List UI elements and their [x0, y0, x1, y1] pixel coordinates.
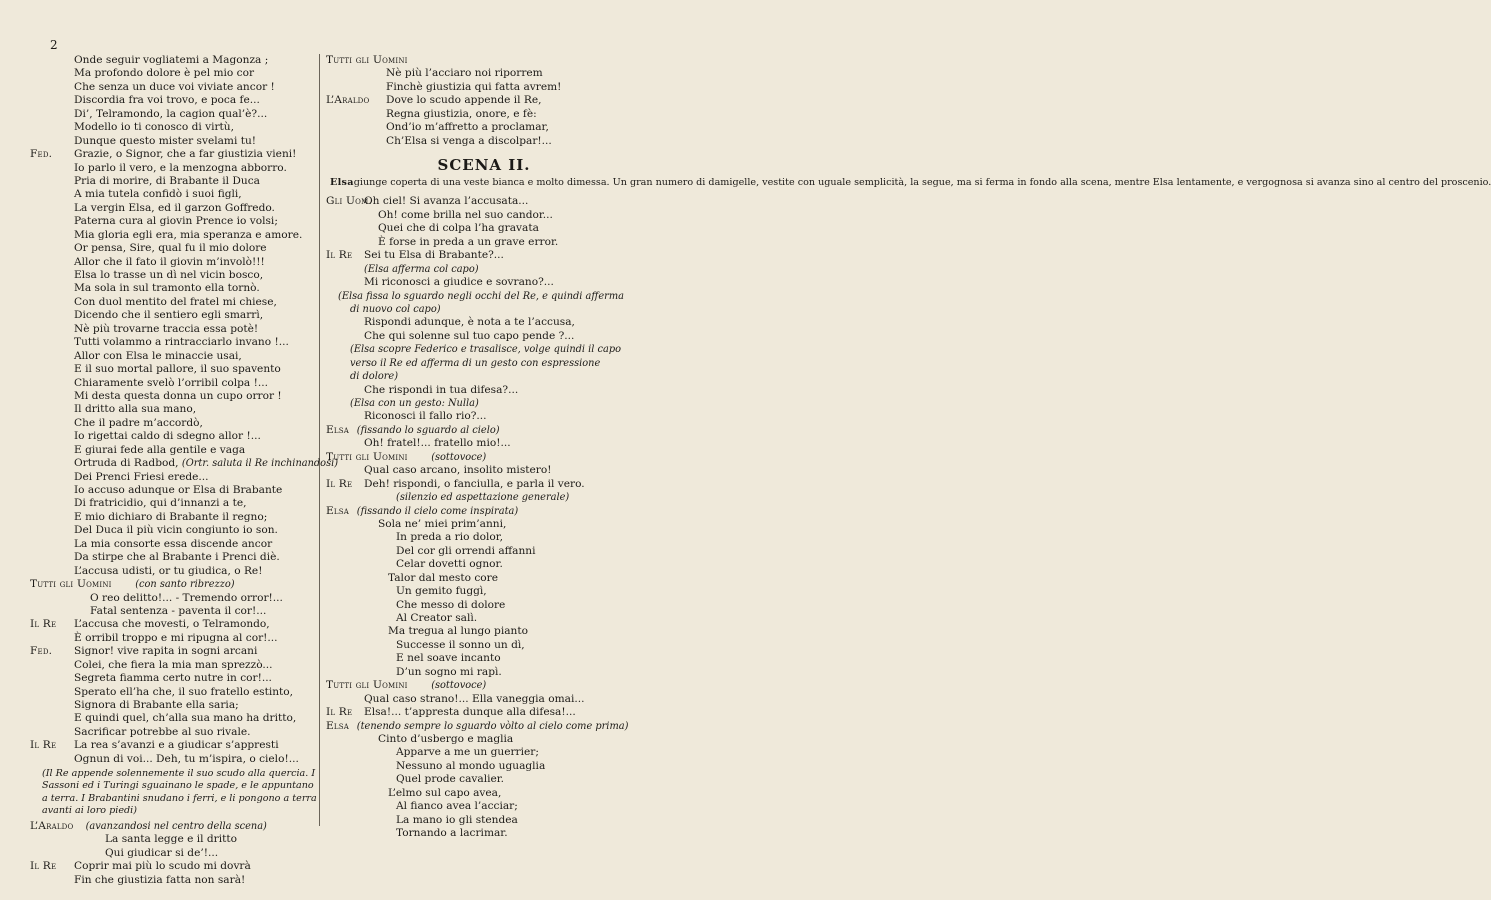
- verse-line: [326, 81, 602, 94]
- speaker-name: Tutti gli Uomini: [326, 54, 408, 66]
- verse-text: Ma profondo dolore è pel mio cor: [74, 67, 255, 80]
- verse-text: Tutti volammo a rintracciarlo invano !...: [74, 336, 289, 349]
- verse-line: [326, 491, 602, 504]
- stage-direction: (tenendo sempre lo sguardo vòlto al cielo come prima): [356, 720, 629, 732]
- verse-line: [326, 518, 602, 531]
- verse-text: Grazie, o Signor, che a far giustizia vieni!: [74, 148, 297, 161]
- stage-direction: (avanzandosi nel centro della scena): [85, 821, 267, 832]
- verse-text: Di’, Telramondo, la cagion qual’è?...: [74, 107, 268, 120]
- verse-line: [326, 800, 602, 813]
- verse-line: [30, 672, 317, 685]
- right-dialogue: [326, 195, 629, 840]
- verse-line: [30, 605, 317, 618]
- speaker-name: Il Re: [30, 739, 57, 752]
- speaker-name: Gli Uom.: [326, 195, 373, 208]
- verse-text: Paterna cura al giovin Prence io volsi;: [74, 215, 278, 228]
- verse-line: [30, 565, 317, 578]
- verse-line: [30, 739, 317, 752]
- verse-text: Un gemito fuggì,: [396, 585, 487, 598]
- verse-text: Il dritto alla sua mano,: [74, 403, 197, 416]
- verse-line: [30, 296, 317, 309]
- verse-text: Ognun di voi... Deh, tu m’ispira, o cielo!...: [74, 752, 299, 765]
- verse-line: [30, 108, 317, 121]
- verse-text: Quei che di colpa l’ha gravata: [378, 222, 539, 235]
- verse-line: [326, 236, 602, 249]
- verse-line: [326, 357, 602, 370]
- verse-line: [326, 108, 602, 121]
- verse-text: Sacrificar potrebbe al suo rivale.: [74, 725, 251, 738]
- speaker-name: Il Re: [30, 860, 57, 873]
- verse-line: [326, 733, 602, 746]
- verse-line: [30, 390, 317, 403]
- verse-text: Ma tregua al lungo pianto: [388, 625, 528, 638]
- verse-text: Signora di Brabante ella saria;: [74, 699, 239, 711]
- verse-line: [30, 256, 317, 269]
- verse-text: Tornando a lacrimar.: [396, 827, 508, 840]
- stage-direction: di dolore): [350, 371, 399, 383]
- verse-line: [30, 121, 317, 134]
- verse-text: Elsa!... t’appresta dunque alla difesa!...: [364, 706, 576, 719]
- verse-line: [326, 316, 602, 329]
- verse-line: [326, 424, 602, 437]
- verse-line: [326, 572, 602, 585]
- verse-line: [326, 437, 602, 450]
- verse-text: L’elmo sul capo avea,: [388, 786, 502, 799]
- verse-text: Elsa lo trasse un dì nel vicin bosco,: [74, 269, 264, 281]
- scene-title: SCENA II.: [437, 156, 531, 175]
- verse-line: [326, 222, 602, 235]
- scene-character-name: Elsa: [330, 177, 354, 189]
- verse-line: [30, 282, 317, 295]
- verse-text: Segreta fiamma certo nutre in cor!...: [74, 672, 272, 685]
- verse-line: [326, 67, 602, 80]
- verse-text: Qui giudicar si de’!...: [105, 846, 219, 859]
- verse-text: Al Creator salì.: [396, 612, 478, 625]
- verse-line: [30, 215, 317, 228]
- verse-line: [326, 612, 602, 625]
- verse-line: [30, 578, 317, 591]
- verse-text: Sperato ell’ha che, il suo fratello estinto,: [74, 685, 294, 698]
- verse-line: [30, 229, 317, 242]
- verse-line: [326, 746, 602, 759]
- verse-text: L’accusa che movesti, o Telramondo,: [74, 618, 270, 631]
- verse-text: Nè più l’acciaro noi riporrem: [386, 67, 543, 80]
- verse-text: Che messo di dolore: [396, 598, 506, 611]
- verse-line: [30, 430, 317, 443]
- verse-line: [326, 679, 602, 692]
- verse-text: Signor! vive rapita in sogni arcani: [74, 645, 258, 658]
- speaker-name: Tutti gli Uomini: [30, 578, 112, 591]
- left-dialogue: [30, 54, 339, 766]
- verse-line: [326, 135, 602, 148]
- verse-line: [326, 410, 602, 423]
- speaker-name: L’Araldo: [30, 820, 74, 832]
- verse-line: [30, 471, 317, 484]
- verse-text: E giurai fede alla gentile e vaga: [74, 443, 246, 456]
- stage-direction: (silenzio ed aspettazione generale): [396, 492, 570, 504]
- verse-text: Ch’Elsa si venga a discolpar!...: [386, 134, 552, 147]
- verse-line: [30, 753, 317, 766]
- stage-direction: (Elsa afferma col capo): [364, 263, 479, 275]
- verse-text: Cinto d’usbergo e maglia: [378, 732, 514, 745]
- stage-direction: (fissando lo sguardo al cielo): [356, 424, 500, 436]
- verse-line: [30, 269, 317, 282]
- verse-text: Riconosci il fallo rio?...: [364, 410, 487, 423]
- verse-line: [30, 511, 317, 524]
- stage-direction: (Elsa fissa lo sguardo negli occhi del Re, e quindi afferma: [338, 290, 624, 302]
- verse-text: A mia tutela confidò i suoi figli,: [74, 188, 242, 201]
- verse-text: La rea s’avanzi e a giudicar s’appresti: [74, 739, 279, 752]
- verse-line: [30, 403, 317, 416]
- stage-direction: (sottovoce): [431, 451, 487, 463]
- verse-line: [30, 94, 317, 107]
- speaker-name: Elsa: [326, 719, 350, 732]
- verse-text: La mia consorte essa discende ancor: [74, 537, 273, 550]
- verse-text: Dei Prenci Friesi erede...: [74, 470, 209, 483]
- right-dialogue-top: [326, 54, 602, 148]
- verse-line: [326, 706, 602, 719]
- verse-line: [30, 538, 317, 551]
- speaker-name: Tutti gli Uomini: [326, 450, 408, 463]
- verse-line: [30, 860, 317, 873]
- verse-line: [30, 497, 317, 510]
- verse-text: Ond’io m’affretto a proclamar,: [386, 121, 549, 134]
- verse-line: [30, 686, 317, 699]
- verse-line: [30, 309, 317, 322]
- verse-text: Or pensa, Sire, qual fu il mio dolore: [74, 242, 267, 255]
- verse-text: Allor che il fato il giovin m’involò!!!: [74, 255, 265, 268]
- verse-text: Nè più trovarne traccia essa potè!: [74, 322, 259, 335]
- speaker-name: Elsa: [326, 504, 350, 517]
- verse-line: [326, 531, 602, 544]
- verse-line: [326, 451, 602, 464]
- verse-text: Quel prode cavalier.: [396, 773, 505, 786]
- verse-text: E nel soave incanto: [396, 652, 501, 665]
- verse-line: [326, 760, 602, 773]
- verse-text: È orribil troppo e mi ripugna al cor!...: [74, 631, 278, 644]
- verse-text: Dicendo che il sentiero egli smarrì,: [74, 309, 264, 322]
- verse-text: E mio dichiaro di Brabante il regno;: [74, 510, 268, 523]
- verse-line: [326, 666, 602, 679]
- verse-text: Mi desta questa donna un cupo orror !: [74, 389, 282, 402]
- stage-direction: (Il Re appende solennemente il suo scudo alla quercia. I Sassoni ed i Turingi sguainano le spade, e le appuntano a terra. I Brabantini snudano i ferri, e li pongono a terra avanti ai loro piedi): [42, 768, 317, 816]
- stage-direction: di nuovo col capo): [350, 303, 441, 315]
- verse-text: La mano io gli stendea: [396, 813, 518, 826]
- verse-line: [30, 54, 317, 67]
- verse-line: [30, 67, 317, 80]
- verse-text: E quindi quel, ch’alla sua mano ha dritto,: [74, 712, 297, 725]
- speaker-name: Il Re: [30, 618, 57, 631]
- verse-text: Mia gloria egli era, mia speranza e amore.: [74, 228, 303, 241]
- verse-text: Oh! come brilla nel suo candor...: [378, 208, 553, 221]
- verse-text: Nessuno al mondo uguaglia: [396, 759, 546, 772]
- verse-text: Successe il sonno un dì,: [396, 638, 525, 651]
- verse-text: Modello io ti conosco di virtù,: [74, 121, 234, 134]
- verse-line: [30, 202, 317, 215]
- verse-line: [30, 699, 317, 712]
- left-column: [30, 54, 339, 887]
- verse-text: D’un sogno mi rapì.: [396, 665, 502, 678]
- verse-line: [30, 645, 317, 658]
- verse-line: [326, 719, 629, 733]
- verse-line: [326, 384, 602, 397]
- verse-line: [30, 336, 317, 349]
- verse-line: [326, 276, 602, 289]
- verse-line: [30, 592, 317, 605]
- verse-line: [30, 162, 317, 175]
- verse-text: Onde seguir vogliatemi a Magonza ;: [74, 54, 269, 66]
- verse-line: [326, 625, 602, 638]
- verse-line: [30, 148, 317, 161]
- stage-direction: (con santo ribrezzo): [135, 579, 235, 591]
- verse-text: Colei, che fiera la mia man sprezzò...: [74, 658, 273, 671]
- verse-text: Chiaramente svelò l’orribil colpa !...: [74, 376, 268, 389]
- verse-text: Oh ciel! Si avanza l’accusata...: [364, 195, 529, 208]
- verse-text: Di fratricidio, qui d’innanzi a te,: [74, 497, 247, 510]
- verse-text: La vergin Elsa, ed il garzon Goffredo.: [74, 201, 275, 214]
- speaker-name: Fed.: [30, 148, 53, 161]
- stage-direction: verso il Re ed afferma di un gesto con espressione: [350, 357, 601, 369]
- verse-text: Mi riconosci a giudice e sovrano?...: [364, 276, 554, 289]
- verse-line: [30, 524, 317, 537]
- verse-text: Fatal sentenza - paventa il cor!...: [90, 604, 267, 617]
- verse-line: [326, 827, 602, 840]
- verse-line: [30, 81, 317, 94]
- verse-text: Discordia fra voi trovo, e poca fe...: [74, 94, 260, 107]
- verse-text: Pria di morire, di Brabante il Duca: [74, 174, 260, 187]
- verse-text: La santa legge e il dritto: [105, 833, 237, 846]
- verse-text: Io rigettai caldo di sdegno allor !...: [74, 430, 261, 443]
- verse-line: [326, 464, 602, 477]
- speaker-name: L’Araldo: [326, 94, 370, 107]
- verse-line: [326, 290, 624, 303]
- verse-line: [30, 632, 317, 645]
- verse-text: Che senza un duce voi viviate ancor !: [74, 80, 275, 93]
- verse-text: Sei tu Elsa di Brabante?...: [364, 249, 504, 262]
- right-column: [326, 54, 1491, 840]
- verse-line: [30, 484, 317, 497]
- verse-text: E il suo mortal pallore, il suo spavento: [74, 363, 281, 376]
- verse-line: [326, 370, 602, 383]
- verse-line: [326, 54, 602, 67]
- verse-line: [30, 833, 317, 846]
- verse-line: [30, 820, 317, 833]
- verse-text: È forse in preda a un grave error.: [378, 235, 559, 248]
- verse-text: Ma sola in sul tramonto ella tornò.: [74, 282, 260, 295]
- scene-description: giunge coperta di una veste bianca e molto dimessa. Un gran numero di damigelle, vestite con uguale semplicità, la segue, ma si ferma in fondo alla scena, mentre Elsa lentamente, e vergognosa si avanza sino al centro del proscenio.: [353, 177, 1491, 189]
- verse-text: Dunque questo mister svelami tu!: [74, 134, 257, 147]
- verse-line: [30, 350, 317, 363]
- speaker-name: Il Re: [326, 477, 353, 490]
- column-divider: [319, 54, 320, 826]
- speaker-name: Fed.: [30, 645, 53, 658]
- verse-line: [30, 323, 317, 336]
- verse-text: Ortruda di Radbod, (Ortr. saluta il Re inchinandosi): [74, 457, 339, 470]
- verse-line: [326, 397, 602, 410]
- verse-text: In preda a rio dolor,: [396, 531, 504, 544]
- left-dialogue-tail: [30, 820, 317, 887]
- verse-line: [30, 551, 317, 564]
- verse-line: [30, 175, 317, 188]
- verse-line: [326, 303, 602, 316]
- verse-line: [30, 726, 317, 739]
- verse-line: [326, 599, 602, 612]
- verse-line: [326, 249, 602, 262]
- verse-line: [326, 209, 602, 222]
- verse-line: [30, 444, 317, 457]
- verse-text: Rispondi adunque, è nota a te l’accusa,: [364, 316, 575, 329]
- verse-text: Finchè giustizia qui fatta avrem!: [386, 80, 562, 93]
- verse-text: Io accuso adunque or Elsa di Brabante: [74, 484, 283, 496]
- verse-text: O reo delitto!... - Tremendo orror!...: [90, 591, 283, 604]
- verse-text: Da stirpe che al Brabante i Prenci diè.: [74, 551, 280, 564]
- verse-line: [30, 712, 317, 725]
- verse-line: [30, 377, 317, 390]
- verse-text: Del Duca il più vicin congiunto io son.: [74, 524, 278, 537]
- verse-line: [326, 263, 602, 276]
- page-number: 2: [50, 38, 58, 52]
- verse-line: [326, 639, 602, 652]
- stage-direction: (sottovoce): [431, 680, 487, 692]
- speaker-name: Tutti gli Uomini: [326, 679, 408, 692]
- verse-line: [326, 195, 602, 208]
- stage-direction: (Ortr. saluta il Re inchinandosi): [181, 458, 339, 470]
- stage-direction: (fissando il cielo come inspirata): [356, 505, 519, 517]
- verse-text: Qual caso arcano, insolito mistero!: [364, 464, 552, 477]
- stage-direction: (Elsa scopre Federico e trasalisce, volge quindi il capo: [350, 344, 622, 356]
- verse-line: [326, 545, 602, 558]
- verse-text: Che qui solenne sul tuo capo pende ?...: [364, 329, 575, 342]
- verse-line: [30, 874, 317, 887]
- verse-line: [30, 135, 317, 148]
- scene-description-block: [326, 177, 1491, 189]
- verse-line: [326, 558, 602, 571]
- verse-text: Allor con Elsa le minaccie usai,: [74, 349, 242, 362]
- verse-text: Qual caso strano!... Ella vaneggia omai...: [364, 692, 585, 705]
- verse-line: [326, 505, 602, 518]
- verse-text: Sola ne’ miei prim’anni,: [378, 517, 507, 530]
- verse-line: [326, 585, 602, 598]
- verse-text: Regna giustizia, onore, e fè:: [386, 107, 537, 120]
- verse-line: [326, 121, 602, 134]
- stage-direction: (Elsa con un gesto: Nulla): [350, 398, 479, 410]
- verse-line: [326, 478, 602, 491]
- verse-line: [326, 343, 622, 356]
- verse-text: Oh! fratel!... fratello mio!...: [364, 437, 511, 450]
- verse-line: [326, 330, 602, 343]
- verse-line: [30, 417, 317, 430]
- verse-text: L’accusa udisti, or tu giudica, o Re!: [74, 564, 263, 577]
- verse-line: [30, 242, 317, 255]
- verse-text: Apparve a me un guerrier;: [396, 746, 539, 759]
- verse-text: Deh! rispondi, o fanciulla, e parla il vero.: [364, 477, 585, 490]
- verse-line: [326, 693, 602, 706]
- verse-text: Al fianco avea l’acciar;: [396, 800, 518, 813]
- verse-text: Del cor gli orrendi affanni: [396, 544, 536, 557]
- verse-text: Talor dal mesto core: [388, 571, 499, 584]
- verse-text: Dove lo scudo appende il Re,: [386, 94, 542, 107]
- speaker-name: Elsa: [326, 423, 350, 436]
- verse-text: Io parlo il vero, e la menzogna abborro.: [74, 161, 287, 174]
- verse-line: [30, 847, 317, 860]
- verse-line: [326, 773, 602, 786]
- verse-text: Celar dovetti ognor.: [396, 558, 503, 571]
- verse-line: [30, 618, 317, 631]
- speaker-name: Il Re: [326, 706, 353, 719]
- verse-line: [326, 652, 602, 665]
- verse-text: Coprir mai più lo scudo mi dovrà: [74, 860, 251, 873]
- verse-line: [30, 188, 317, 201]
- verse-text: Con duol mentito del fratel mi chiese,: [74, 295, 277, 308]
- verse-text: Fin che giustizia fatta non sarà!: [74, 873, 246, 886]
- verse-text: Che rispondi in tua difesa?...: [364, 383, 519, 396]
- verse-line: [30, 457, 339, 470]
- verse-line: [326, 787, 602, 800]
- verse-line: [30, 659, 317, 672]
- verse-text: Che il padre m’accordò,: [74, 416, 203, 429]
- speaker-name: Il Re: [326, 249, 353, 262]
- verse-line: [30, 363, 317, 376]
- verse-line: [326, 814, 602, 827]
- verse-line: [326, 94, 602, 107]
